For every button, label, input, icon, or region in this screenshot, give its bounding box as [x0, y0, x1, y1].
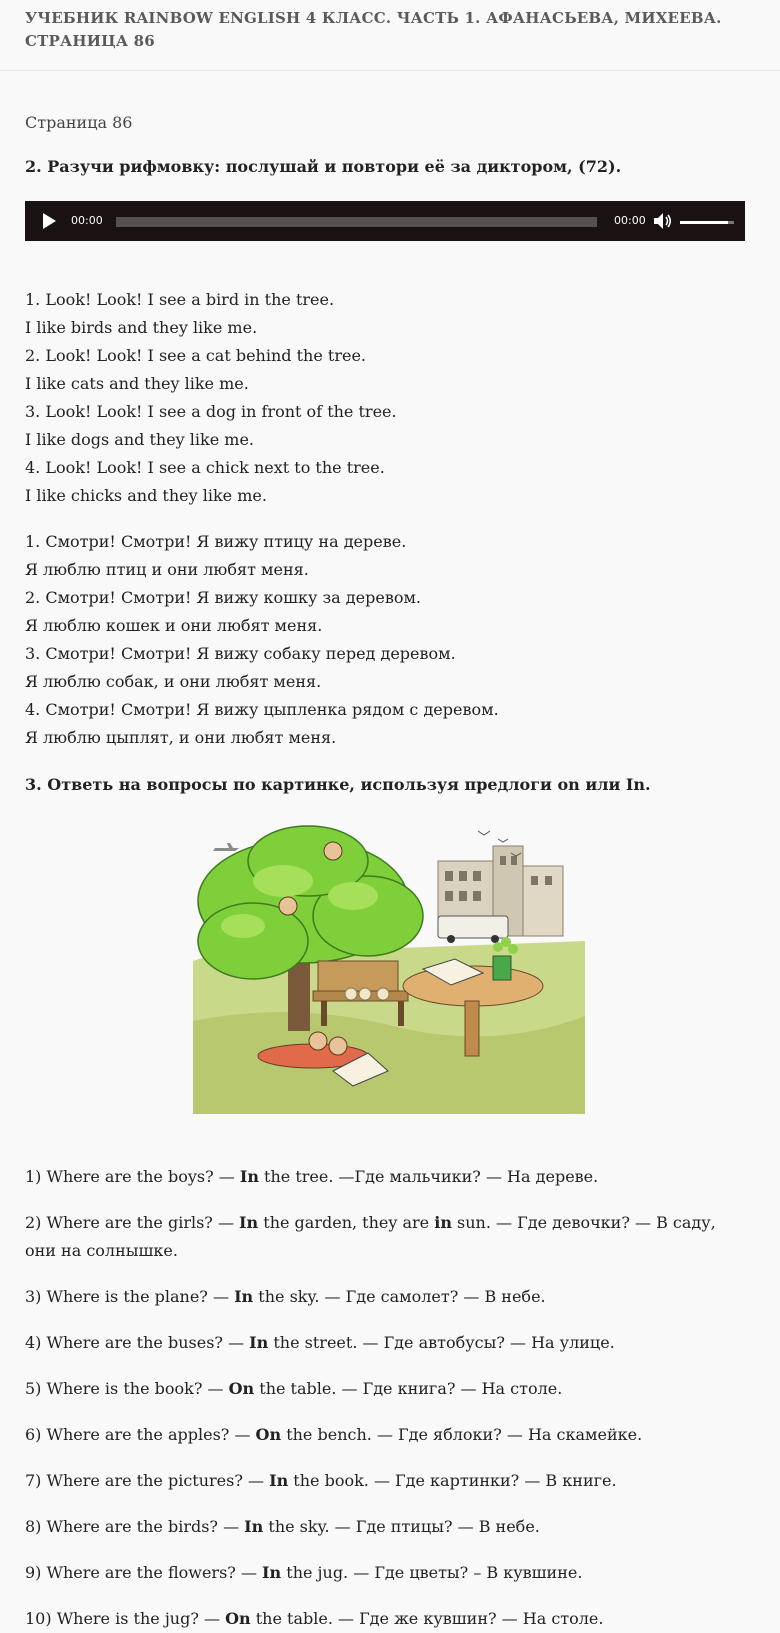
answer-text: the garden, they are — [258, 1213, 435, 1232]
answer-text: the sky. — Где птицы? — В небе. — [263, 1517, 540, 1536]
rhyme-line: 4. Смотри! Смотри! Я вижу цыпленка рядом с деревом. — [25, 700, 499, 719]
english-rhyme — [25, 286, 765, 510]
answer-item — [25, 1209, 745, 1265]
answer-question: 9) Where are the flowers? — — [25, 1563, 263, 1582]
answer-question: 5) Where is the book? — — [25, 1379, 229, 1398]
park-illustration — [193, 821, 585, 1114]
audio-player — [25, 201, 745, 241]
answer-question: 10) Where is the jug? — — [25, 1609, 226, 1628]
rhyme-line: I like cats and they like me. — [25, 374, 249, 393]
russian-rhyme — [25, 528, 765, 752]
rhyme-line: 2. Смотри! Смотри! Я вижу кошку за деревом. — [25, 588, 421, 607]
answer-question: 4) Where are the buses? — — [25, 1333, 250, 1352]
answer-text: the jug. — Где цветы? – В кувшине. — [281, 1563, 583, 1582]
answer-question: 7) Where are the pictures? — — [25, 1471, 270, 1490]
rhyme-line: Я люблю кошек и они любят меня. — [25, 616, 323, 635]
answer-preposition: In — [249, 1333, 269, 1352]
answer-preposition: in — [434, 1213, 452, 1232]
task-2-title: 2. Разучи рифмовку: послушай и повтори её за диктором, (72). — [25, 157, 622, 176]
rhyme-line: 4. Look! Look! I see a chick next to the tree. — [25, 458, 385, 477]
answer-preposition: On — [255, 1425, 282, 1444]
rhyme-line: Я люблю цыплят, и они любят меня. — [25, 728, 337, 747]
answer-text: the street. — Где автобусы? — На улице. — [268, 1333, 615, 1352]
rhyme-line: I like chicks and they like me. — [25, 486, 267, 505]
answer-preposition: On — [228, 1379, 255, 1398]
rhyme-line: 1. Look! Look! I see a bird in the tree. — [25, 290, 335, 309]
answer-item — [25, 1559, 765, 1587]
answer-preposition: On — [225, 1609, 251, 1628]
page-label: Страница 86 — [25, 113, 133, 132]
answer-preposition: In — [234, 1287, 254, 1306]
answer-question: 3) Where is the plane? — — [25, 1287, 235, 1306]
answer-item — [25, 1163, 765, 1191]
volume-slider-remainder — [728, 221, 734, 224]
answer-preposition: In — [244, 1517, 264, 1536]
rhyme-line: I like dogs and they like me. — [25, 430, 255, 449]
answer-preposition: In — [239, 1213, 259, 1232]
answer-text: the sky. — Где самолет? — В небе. — [253, 1287, 546, 1306]
volume-icon[interactable] — [653, 212, 673, 230]
rhyme-line: 3. Look! Look! I see a dog in front of the tree. — [25, 402, 397, 421]
answer-text: the table. — Где же кувшин? — На столе. — [250, 1609, 604, 1628]
rhyme-line: I like birds and they like me. — [25, 318, 258, 337]
site-title[interactable]: УЧЕБНИК RAINBOW ENGLISH 4 КЛАСС. ЧАСТЬ 1. АФАНАСЬЕВА, МИХЕЕВА. СТРАНИЦА 86 — [25, 9, 722, 50]
answer-item — [25, 1605, 765, 1633]
answer-question: 6) Where are the apples? — — [25, 1425, 256, 1444]
rhyme-line: Я люблю собак, и они любят меня. — [25, 672, 322, 691]
answer-item — [25, 1467, 765, 1495]
answer-text: the book. — Где картинки? — В книге. — [288, 1471, 617, 1490]
volume-slider[interactable] — [680, 221, 728, 224]
answer-question: 2) Where are the girls? — — [25, 1213, 240, 1232]
answer-item — [25, 1283, 765, 1311]
answer-text: the table. — Где книга? — На столе. — [254, 1379, 563, 1398]
answer-item — [25, 1375, 765, 1403]
rhyme-line: 2. Look! Look! I see a cat behind the tree. — [25, 346, 366, 365]
site-header — [0, 0, 780, 71]
answer-item — [25, 1329, 765, 1357]
play-icon[interactable] — [43, 213, 56, 229]
audio-progress-track[interactable] — [116, 217, 597, 227]
answer-item — [25, 1421, 765, 1449]
answer-text: sun. — Где девочки? — В саду, они на солнышке. — [25, 1213, 716, 1260]
answer-question: 8) Where are the birds? — — [25, 1517, 245, 1536]
answer-item — [25, 1513, 765, 1541]
rhyme-line: 3. Смотри! Смотри! Я вижу собаку перед деревом. — [25, 644, 456, 663]
answer-preposition: In — [239, 1167, 259, 1186]
rhyme-line: 1. Смотри! Смотри! Я вижу птицу на дереве. — [25, 532, 407, 551]
answer-question: 1) Where are the boys? — — [25, 1167, 240, 1186]
duration-time: 00:00 — [614, 214, 646, 227]
answer-text: the tree. —Где мальчики? — На дереве. — [258, 1167, 599, 1186]
rhyme-line: Я люблю птиц и они любят меня. — [25, 560, 309, 579]
task-3-title: 3. Ответь на вопросы по картинке, используя предлоги on или In. — [25, 775, 651, 794]
answer-text: the bench. — Где яблоки? — На скамейке. — [281, 1425, 643, 1444]
answer-preposition: In — [269, 1471, 289, 1490]
current-time: 00:00 — [71, 214, 103, 227]
answer-preposition: In — [262, 1563, 282, 1582]
